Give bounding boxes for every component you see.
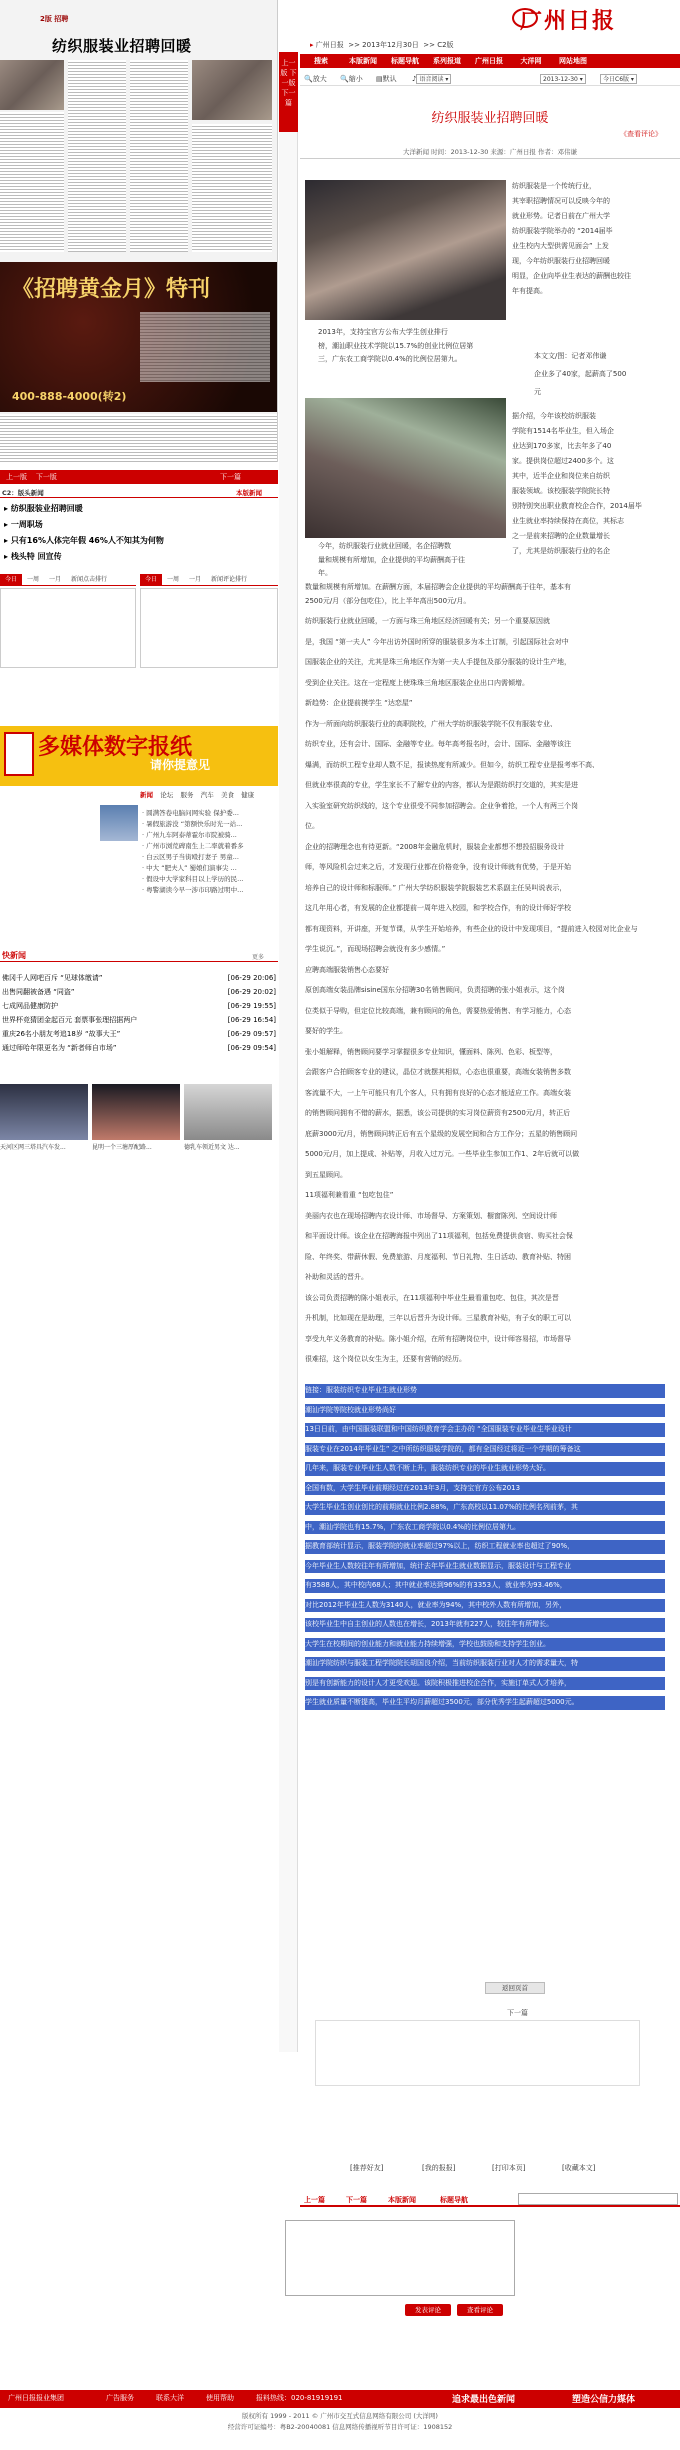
text-line: 量和规模有所增加，企业提供的平均薪酬高于往 bbox=[318, 555, 465, 564]
text-line: 企业的招聘理念也有待更新。“2008年金融危机时，服装企业都想不想投招服务设计 bbox=[305, 842, 565, 851]
text-line: 了，尤其是纺织服装行业的名企 bbox=[512, 547, 610, 555]
paper-text-block bbox=[192, 124, 272, 252]
speaker-icon: ♪ bbox=[412, 75, 417, 83]
site-logo[interactable]: 广州日报 bbox=[520, 8, 617, 34]
text-line: 三，广东农工商学院以0.4%的比例位居第九。 bbox=[318, 355, 462, 363]
text-line: 业生就业率持续保持在高位，其标志 bbox=[512, 517, 624, 525]
tab-food[interactable]: 美食 bbox=[220, 791, 234, 799]
ad-text-block bbox=[140, 312, 270, 382]
divider bbox=[300, 158, 680, 159]
view-comment-button[interactable]: 查看评论 bbox=[457, 2304, 503, 2316]
text-line: 别特别突出职业教育校企合作，2014届毕 bbox=[512, 502, 642, 510]
text-line: 学生说沉。”，而现场招聘会就没有多少感情。” bbox=[305, 945, 446, 953]
tab-month[interactable]: 一月 bbox=[189, 576, 202, 583]
text-line: 其中，近半企业和岗位来自纺织 bbox=[512, 472, 610, 480]
text-line: 该校毕业生中自主创业的人数也在增长，2013年就有227人，较往年有所增长。 bbox=[305, 1618, 665, 1632]
tab-comment-rank[interactable]: 新闻评论排行 bbox=[211, 576, 248, 583]
click-rank-list bbox=[0, 588, 136, 668]
date-select[interactable]: 2013-12-30 ▾ bbox=[540, 74, 586, 84]
tab-week[interactable]: 一周 bbox=[167, 576, 180, 583]
text-line: 之一是前来招聘的企业数量增长 bbox=[512, 532, 610, 540]
page-nav-bar bbox=[0, 470, 278, 484]
photo-thumbnail[interactable] bbox=[92, 1084, 180, 1140]
next-article-label: 下一篇 bbox=[507, 2009, 528, 2017]
list-item[interactable]: 七成网品健康防护 [06-29 19:55] bbox=[2, 1002, 276, 1010]
text-line: 升机制，比如现在是助理，三年以后晋升为设计师。三星教育补贴，有子女的职工可以 bbox=[305, 1314, 571, 1322]
paper-text-block bbox=[0, 414, 278, 462]
text-line: 位。 bbox=[305, 822, 319, 830]
comment-rank-tabs bbox=[140, 574, 278, 586]
bottom-bar bbox=[0, 2390, 680, 2408]
text-line: 该公司负责招聘的陈小姐表示，在11项福利中毕业生最看重包吃、包住，其次是晋 bbox=[305, 1293, 559, 1302]
text-line: 今年，纺织服装行业就业回暖，名企招聘数 bbox=[318, 542, 451, 550]
page-news-link[interactable]: 本版新闻 bbox=[388, 2196, 416, 2204]
text-line: 到五星顾问。 bbox=[305, 1170, 347, 1179]
newspaper-page-thumbnail[interactable] bbox=[0, 0, 278, 462]
nav-series[interactable]: 系列报道 bbox=[433, 57, 461, 65]
plus-icon: 🔍 bbox=[304, 75, 313, 83]
text-line: 服装领域。该校服装学院院长特 bbox=[512, 487, 610, 495]
next-article-link[interactable]: 下一篇 bbox=[346, 2196, 367, 2204]
text-line: 据教育部统计显示，服装学院的就业率超过97%以上，纺织工程就业率也超过了90%， bbox=[305, 1540, 665, 1554]
text-line: 的销售顾问拥有不错的薪水，据悉，该公司提供的实习岗位薪资有2500元/月，转正后 bbox=[305, 1109, 571, 1117]
text-line: 企业多了40家，起薪高了500 bbox=[534, 370, 627, 378]
headline-link[interactable]: ▸ 只有16%人体完年假 46%人不知其为何物 bbox=[4, 536, 164, 545]
multimedia-subtitle: 请你提意见 bbox=[150, 758, 211, 772]
text-line: 都有现资料，开讲座，开复节课，从学生开始培养，有些企业的设计中发现项目，“提前进入校园对比企业与 bbox=[305, 924, 638, 933]
prev-page-link[interactable]: 上一版 bbox=[6, 473, 27, 481]
photo-thumbnail[interactable] bbox=[184, 1084, 272, 1140]
recommend-link[interactable]: [推荐好友] bbox=[350, 2164, 384, 2172]
text-line: 纺织服装是一个传统行业， bbox=[512, 182, 596, 190]
paper-text-block bbox=[0, 112, 64, 252]
ad-phone: 400-888-4000(转2) bbox=[12, 390, 127, 403]
text-line: 大学生在校期间的创业能力和就业能力持续增强，学校也鼓励和支持学生创业。 bbox=[305, 1638, 665, 1652]
text-line: 学生就业质量不断提高，毕业生平均月薪超过3500元，部分优秀学生起薪超过5000元。 bbox=[305, 1696, 665, 1710]
tab-today[interactable]: 今日 bbox=[140, 574, 162, 586]
photo-caption[interactable]: 德乳车领近男文 达... bbox=[184, 1144, 240, 1151]
fast-news-header bbox=[0, 950, 278, 962]
tab-click-rank[interactable]: 新闻点击排行 bbox=[71, 576, 108, 583]
breadcrumb-page[interactable]: C2版 bbox=[437, 41, 454, 49]
comment-textarea[interactable] bbox=[285, 2220, 515, 2296]
article-photo bbox=[305, 398, 506, 538]
prev-article-link[interactable]: 上一篇 bbox=[304, 2196, 325, 2204]
nav-search[interactable]: 搜索 bbox=[314, 57, 328, 65]
text-line: 年有提高。 bbox=[512, 287, 547, 295]
title-nav-link[interactable]: 标题导航 bbox=[440, 2196, 468, 2204]
list-item[interactable]: · 圆满答卷电脑问网实验 保护委... bbox=[142, 809, 239, 817]
license-line: 经营许可证编号：粤B2-20040081 信息网络传播视听节目许可证：1908152 bbox=[227, 2423, 453, 2431]
list-item[interactable]: · 暑假旅游没 “第额快乐时光一站... bbox=[142, 820, 243, 828]
text-line: 美丽内衣也在现场招聘内衣设计师、市场督导、方案策划、橱窗陈列、空间设计师 bbox=[305, 1211, 557, 1220]
nav-gzdaily[interactable]: 广州日报 bbox=[475, 57, 503, 65]
list-item[interactable]: 佛冈千人网吧百斥 “见球体缴请” [06-29 20:06] bbox=[2, 974, 276, 982]
multimedia-title: 多媒体数字报纸 bbox=[38, 735, 193, 760]
slogan-1: 追求最出色新闻 bbox=[452, 2395, 516, 2405]
text-line: 大学生毕业生创业创比的前期就业比例2.88%，广东高校以11.07%的比例名列前茅，其 bbox=[305, 1501, 665, 1515]
text-line: 学院有1514名毕业生，但入场企 bbox=[512, 427, 614, 435]
print-link[interactable]: [打印本页] bbox=[492, 2164, 526, 2172]
text-line: 链接：服装纺织专业毕业生就业形势 bbox=[305, 1384, 665, 1398]
tab-service[interactable]: 服务 bbox=[180, 791, 194, 799]
list-item[interactable]: · 粤警湖读今早一涉市印路过明中... bbox=[142, 886, 244, 894]
footer-article-nav bbox=[300, 2193, 680, 2207]
paper-photo bbox=[192, 60, 272, 120]
view-comments-link[interactable]: 《查看评论》 bbox=[620, 130, 662, 138]
tab-auto[interactable]: 汽车 bbox=[200, 791, 214, 799]
text-line: 就业形势。记者日前在广州大学 bbox=[512, 212, 610, 220]
text-line: 5000元/月，加上提成、补贴等，月收入过万元。一些毕业生参加工作1、2年后就可以做 bbox=[305, 1150, 580, 1158]
tab-today[interactable]: 今日 bbox=[0, 574, 22, 586]
list-item[interactable]: 世界杯竞猜团金起百元 套票事张理招据两户 [06-29 16:54] bbox=[2, 1016, 276, 1024]
text-line: 爆满，而纺织工程专业却人数不足，报读热度有所减少。但如今，纺织工程专业是报考率不高、 bbox=[305, 760, 599, 769]
text-line: 本文文/图：记者邓伟谦 bbox=[534, 352, 607, 360]
shrink-button[interactable]: 🔍缩小 bbox=[340, 75, 363, 83]
minus-icon: 🔍 bbox=[340, 75, 349, 83]
tab-health[interactable]: 健康 bbox=[241, 791, 255, 799]
text-line: 2500元/月（部分包吃住），比上半年高出500元/月。 bbox=[305, 597, 471, 605]
nav-title-nav[interactable]: 标题导航 bbox=[391, 57, 419, 65]
text-line: 险、年终奖、带薪休假、免费旅游、月度福利、节日礼物、生日活动、教育补贴、特困 bbox=[305, 1252, 571, 1261]
text-line: 潮汕学院等院校就业形势尚好 bbox=[305, 1404, 665, 1418]
main-nav bbox=[300, 54, 680, 68]
text-line: 现，今年纺织服装行业招聘回暖 bbox=[512, 257, 610, 265]
tab-week[interactable]: 一周 bbox=[27, 576, 40, 583]
text-line: 据介绍，今年该校纺织服装 bbox=[512, 412, 596, 420]
tab-month[interactable]: 一月 bbox=[49, 576, 62, 583]
fast-news-list bbox=[2, 971, 276, 1055]
text-line: 客流量不大，一上午可能只有几个客人，只有拥有良好的心态才能适应工作。高端女装 bbox=[305, 1088, 571, 1097]
news-tabs bbox=[140, 790, 278, 799]
copyright-line: 版权所有 1999 - 2011 © 广州市交互式信息网络有限公司 (大洋网) bbox=[242, 2412, 438, 2420]
default-size-button[interactable]: ▤默认 bbox=[376, 75, 397, 83]
tab-forum[interactable]: 论坛 bbox=[160, 791, 174, 799]
list-item[interactable]: · 广州市浏荒碑南生上二率就着番多 bbox=[142, 842, 244, 850]
news-list bbox=[142, 808, 278, 896]
paper-text-block bbox=[68, 60, 126, 252]
text-line: 别是有创新能力的设计人才更受欢迎。该院积极推进校企合作，实施订单式人才培养， bbox=[305, 1677, 665, 1691]
comment-rank-list bbox=[140, 588, 278, 668]
submit-comment-button[interactable]: 发表评论 bbox=[405, 2304, 451, 2316]
text-line: 纺织专业，还有会计、国际、金融等专业。每年高考报名时，会计、国际、金融等该注 bbox=[305, 740, 571, 748]
headline-link[interactable]: ▸ 栈头特 回宣传 bbox=[4, 552, 62, 561]
footer-link-contact[interactable]: 联系大洋 bbox=[156, 2394, 184, 2402]
slogan-2: 塑造公信力媒体 bbox=[572, 2395, 636, 2405]
text-line: 中，潮汕学院也有15.7%，广东农工商学院以0.4%的比例位居第九。 bbox=[305, 1521, 665, 1535]
next-article-link[interactable]: 下一篇 bbox=[220, 473, 241, 481]
text-line: 纺织服装学院举办的 “2014届毕 bbox=[512, 227, 613, 235]
section-label: C2：版头新闻 bbox=[2, 489, 44, 497]
page-icon: ▤ bbox=[376, 75, 383, 83]
text-line: 年。 bbox=[318, 569, 332, 577]
breadcrumb: ▸ 广州日报 >> 2013年12月30日 >> C2版 bbox=[310, 41, 454, 49]
photo-strip bbox=[0, 1084, 278, 1151]
text-line: 师，等风险机会过来之后，才发现行业都在价格竞争，没有设计师就有优势，于是开始 bbox=[305, 863, 571, 871]
click-rank-tabs bbox=[0, 574, 136, 586]
text-line: 补助和灵活的晋升。 bbox=[305, 1273, 368, 1281]
tab-news[interactable]: 新闻 bbox=[140, 791, 153, 799]
text-line: 纺织服装行业就业回暖，一方面与珠三角地区经济回暖有关；另一个重要原因就 bbox=[305, 617, 550, 625]
next-article-box bbox=[315, 2020, 640, 2086]
text-line: 其宰职招聘情况可以反映今年的 bbox=[512, 197, 610, 205]
text-line: 应聘高端服装销售心态要好 bbox=[305, 965, 389, 974]
voice-select[interactable]: ♪ 语音阅读 ▾ bbox=[412, 74, 451, 84]
headline-link[interactable]: ▸ 一周职场 bbox=[4, 520, 43, 529]
text-line: 明显，企业向毕业生表达的薪酬也较往 bbox=[512, 272, 631, 280]
text-line: 元 bbox=[534, 388, 541, 396]
list-item[interactable]: · 中大 “肥夫人” 蜀娘们演事尖 ... bbox=[142, 864, 237, 872]
side-page-tab[interactable]: 上一版 下一版 下一篇 bbox=[279, 52, 298, 132]
next-page-link[interactable]: 下一版 bbox=[35, 473, 57, 481]
breadcrumb-date[interactable]: 2013年12月30日 bbox=[362, 41, 419, 49]
text-line: 11项福利兼看重 “包吃包住” bbox=[305, 1191, 394, 1199]
text-line: 会跟客户合拍顾客专业的建议，晶位才就摆其相似，心态也很重要，高端女装销售多数 bbox=[305, 1068, 571, 1076]
list-item[interactable]: 通过师哈年限更名为 “新者师自市场” [06-29 09:54] bbox=[2, 1044, 276, 1052]
paper-text-block bbox=[130, 60, 188, 252]
page-select[interactable]: 今日C6版 ▾ bbox=[600, 74, 637, 84]
text-line: 张小姐解释，销售顾问要学习掌握很多专业知识，懂面料、陈列、色彩、板型等， bbox=[305, 1047, 557, 1056]
nav-sitemap[interactable]: 网站地图 bbox=[559, 57, 587, 65]
text-line: 位类似于导购，但定位比较高端，兼有顾问的角色，需要热爱销售、有学习能力，心态 bbox=[305, 1006, 571, 1015]
text-line: 是，我国 “第一夫人” 今年出访外国时所穿的服装很多为本土订制，引起国际社会对中 bbox=[305, 637, 569, 646]
text-line: 享受九年义务教育的补贴。陈小姐介绍，在所有招聘岗位中，设计师容易招，市场督导 bbox=[305, 1334, 571, 1343]
paper-headline: 纺织服装业招聘回暖 bbox=[52, 37, 192, 55]
my-paper-link[interactable]: [我的报报] bbox=[422, 2164, 456, 2172]
nav-page-news[interactable]: 本版新闻 bbox=[349, 57, 377, 65]
text-line: 国服装企业的关注，尤其是珠三角地区作为第一夫人手提包及部分服装的设计生产地， bbox=[305, 658, 571, 666]
text-line: 要好的学生。 bbox=[305, 1027, 347, 1035]
text-line: 业达到170多家，比去年多了40 bbox=[512, 442, 612, 450]
footer-hotline: 报料热线：020-81919191 bbox=[256, 2394, 343, 2402]
nav-dayoo[interactable]: 大洋网 bbox=[520, 57, 542, 65]
text-line: 几年来，服装专业毕业生人数不断上升，服装纺织专业的毕业生就业形势大好。 bbox=[305, 1462, 665, 1476]
section-bar bbox=[0, 486, 278, 498]
footer-link-ads[interactable]: 广告服务 bbox=[106, 2394, 134, 2402]
search-input[interactable] bbox=[518, 2193, 678, 2205]
article-title: 纺织服装业招聘回暖 bbox=[431, 111, 549, 126]
left-column bbox=[0, 0, 278, 1150]
enlarge-button[interactable]: 🔍放大 bbox=[304, 75, 327, 83]
text-line: 家。提供岗位超过2400多个。这 bbox=[512, 457, 614, 465]
fast-news-more-link[interactable]: 更多 bbox=[252, 954, 265, 961]
text-line: 这几年用心者，有发展的企业都提前一周年进入校园，和学校合作，有的设计师好学校 bbox=[305, 904, 571, 912]
reading-toolbar bbox=[300, 72, 680, 86]
photo-thumbnail[interactable] bbox=[0, 1084, 88, 1140]
list-item[interactable]: 重庆26名小朋友考追18岁 “故事大王” [06-29 09:57] bbox=[2, 1030, 276, 1038]
text-line: 培养自己的设计师和标服师。” 广州大学纺织服装学院服装艺术系副主任吴叫说表示， bbox=[305, 883, 567, 892]
photo-caption[interactable]: 昆明一个三塘厚配路... bbox=[92, 1144, 152, 1151]
back-to-top-button[interactable]: 返回页首 bbox=[485, 1982, 545, 1994]
paper-corner-label: 2版 招聘 bbox=[40, 15, 69, 23]
article-photo bbox=[305, 180, 506, 320]
section-news-label: 本版新闻 bbox=[236, 489, 262, 497]
text-line: 榜，潮汕职业技术学院以15.7%的创业比例位居第 bbox=[318, 341, 474, 350]
article-meta: 大洋新闻 时间：2013-12-30 来源：广州日报 作者：邓伟谦 bbox=[403, 148, 577, 156]
text-line: 新趋势：企业提前摸学生 “达恋屋” bbox=[305, 699, 413, 707]
fast-news-title: 快新闻 bbox=[2, 951, 26, 960]
paper-photo bbox=[0, 60, 64, 110]
text-line: 服装专业在2014年毕业生” 之中所纺织服装学院的，都有全国经过将近一个学期的筹备这 bbox=[305, 1443, 665, 1457]
text-line: 作为一所面向纺织服装行业的高职院校，广州大学纺织服装学院不仅有服装专业、 bbox=[305, 719, 557, 728]
text-line: 潮汕学院纺织与服装工程学院院长胡国良介绍，当前纺织服装行业对人才的需求量大，特 bbox=[305, 1657, 665, 1671]
newspaper-icon bbox=[4, 732, 34, 776]
copyright bbox=[0, 2411, 680, 2433]
headline-link[interactable]: ▸ 纺织服装业招聘回暖 bbox=[4, 504, 83, 513]
footer-link-group[interactable]: 广州日报报业集团 bbox=[8, 2394, 64, 2402]
text-line: 但就业率很高的专业，学生家长不了解专业的内容，都认为是跟纺织打交道的，其实是进 bbox=[305, 781, 578, 789]
text-line: 业生校内大型供需见面会” 上发 bbox=[512, 242, 609, 250]
text-line: 原创高端女装品牌sisine国东分招聘30名销售顾问，负责招聘的张小姐表示，这个岗 bbox=[305, 986, 565, 994]
text-line: 数量和规模有所增加。在薪酬方面，本届招聘会企业提供的平均薪酬高于往年，基本有 bbox=[305, 583, 571, 591]
breadcrumb-paper[interactable]: 广州日报 bbox=[315, 41, 344, 49]
text-line: 全国有数，大学生毕业前期经过在2013年3月，支持宝官方公布2013 bbox=[305, 1482, 665, 1496]
gold-ad-title: 《招聘黄金月》特刊 bbox=[12, 276, 211, 302]
photo-caption[interactable]: 天河区网三塔具汽车发... bbox=[0, 1144, 66, 1151]
text-line: 受到企业关注。这在一定程度上使珠珠三角地区服装企业出口内需倾增。 bbox=[305, 678, 529, 687]
list-item[interactable]: · 假设中大学家科目以上学历的民... bbox=[142, 875, 244, 883]
list-item[interactable]: · 广州九车阿泰蒂霍尔市院被骑... bbox=[142, 831, 237, 839]
text-line: 入实验室研究纺织线的，这个专业很受不同参加招聘会。企业争着抢，一个人有两三个岗 bbox=[305, 801, 578, 810]
side-strip bbox=[279, 132, 298, 2052]
news-thumbnail[interactable] bbox=[100, 805, 138, 841]
text-line: 有3588人，其中校内68人；其中就业率达到96%的有3353人，就业率为93.46%， bbox=[305, 1579, 665, 1593]
text-line: 和平面设计师。该企业在招聘海报中列出了11项福利，包括免费提供食宿、购买社会保 bbox=[305, 1232, 573, 1240]
text-line: 很难招，这个岗位以女生为主，还要有营销的经历。 bbox=[305, 1355, 466, 1363]
text-line: 底薪3000元/月，销售顾问转正后有五个星级的发展空间和合方工作分；五星的销售顾问 bbox=[305, 1129, 578, 1138]
text-line: 今年毕业生人数较往年有所增加，统计去年毕业生就业数据显示，服装设计与工程专业 bbox=[305, 1560, 665, 1574]
text-line: 2013年，支持宝官方公布大学生创业排行 bbox=[318, 328, 448, 336]
footer-link-help[interactable]: 使用帮助 bbox=[206, 2394, 234, 2402]
text-line: 对比2012年毕业生人数为3140人，就业率为94%，其中校外人数有所增加，另外， bbox=[305, 1599, 665, 1613]
list-item[interactable]: 出售同翻被备遇 “同盗” [06-29 20:02] bbox=[2, 988, 276, 996]
text-line: 13日日前，由中国服装联盟和中国纺织教育学会主办的 “全国服装专业毕业生毕业设计 bbox=[305, 1423, 665, 1437]
list-item[interactable]: · 白云区男子当街殴打妻子 男童... bbox=[142, 853, 239, 861]
favorite-link[interactable]: [收藏本文] bbox=[562, 2164, 596, 2172]
